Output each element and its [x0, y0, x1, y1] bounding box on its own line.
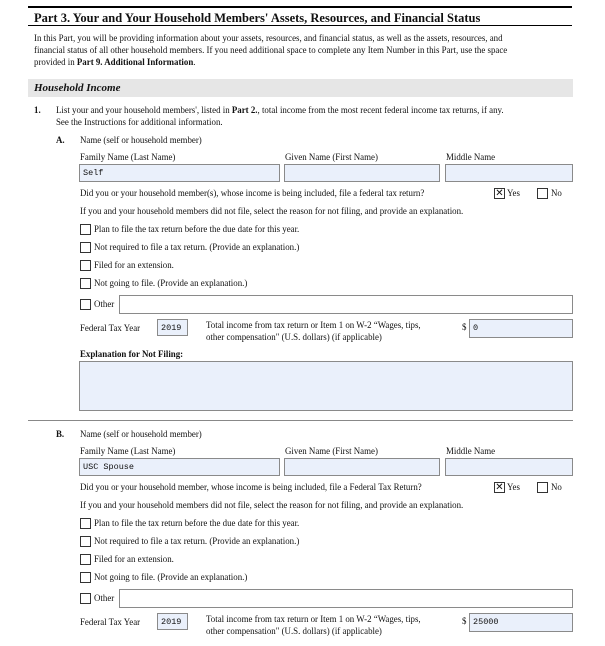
- member-b-name-label: Name (self or household member): [80, 429, 202, 439]
- intro-line-3: provided in Part 9. Additional Information.: [34, 57, 196, 67]
- dollar-sign: $: [462, 616, 467, 626]
- member-a-explanation-field[interactable]: [79, 361, 573, 411]
- member-a-letter: A.: [56, 135, 65, 145]
- reason-not-required-label: Not required to file a tax return. (Provide an explanation.): [94, 242, 300, 252]
- reason-not-required-label: Not required to file a tax return. (Provide an explanation.): [94, 536, 300, 546]
- member-b-reason-other-checkbox[interactable]: [80, 593, 91, 604]
- reason-extension-label: Filed for an extension.: [94, 554, 174, 564]
- family-name-label: Family Name (Last Name): [80, 446, 176, 456]
- member-b-reason-extension-checkbox[interactable]: [80, 554, 91, 565]
- member-b-middle-name-field[interactable]: [445, 458, 573, 476]
- not-filed-prompt: If you and your household members did not file, select the reason for not filing, and provide an explanation.: [80, 206, 464, 216]
- part-title: Part 3. Your and Your Household Members' Assets, Resources, and Financial Status: [28, 6, 572, 26]
- middle-name-label: Middle Name: [446, 152, 496, 162]
- member-a-filed-question: Did you or your household member(s), whose income is being included, file a federal tax return?: [80, 188, 425, 198]
- reason-plan-label: Plan to file the tax return before the due date for this year.: [94, 518, 300, 528]
- intro-line-2: financial status of all other household members. If you need additional space to complete any Item Number in this Part, use the space: [34, 45, 508, 55]
- dollar-sign: $: [462, 322, 467, 332]
- yes-label: Yes: [507, 482, 520, 492]
- no-label: No: [551, 482, 562, 492]
- income-label-line1: Total income from tax return or Item 1 on W-2 “Wages, tips,: [206, 320, 421, 330]
- member-a-income-field[interactable]: 0: [469, 319, 573, 338]
- reason-extension-label: Filed for an extension.: [94, 260, 174, 270]
- member-b-reason-not-required-checkbox[interactable]: [80, 536, 91, 547]
- member-b-filed-question: Did you or your household member, whose income is being included, file a Federal Tax Return?: [80, 482, 422, 492]
- middle-name-label: Middle Name: [446, 446, 496, 456]
- reason-not-going-label: Not going to file. (Provide an explanation.): [94, 278, 248, 288]
- income-label-line1: Total income from tax return or Item 1 on W-2 “Wages, tips,: [206, 614, 421, 624]
- explanation-label: Explanation for Not Filing:: [80, 349, 184, 359]
- member-a-filed-yes-checkbox[interactable]: [494, 188, 505, 199]
- member-b-reason-plan-checkbox[interactable]: [80, 518, 91, 529]
- member-b-other-field[interactable]: [119, 589, 573, 608]
- yes-label: Yes: [507, 188, 520, 198]
- given-name-label: Given Name (First Name): [285, 152, 378, 162]
- member-b-reason-not-going-checkbox[interactable]: [80, 572, 91, 583]
- member-a-reason-not-going-checkbox[interactable]: [80, 278, 91, 289]
- member-b-filed-no-checkbox[interactable]: [537, 482, 548, 493]
- member-b-letter: B.: [56, 429, 65, 439]
- intro-line-1: In this Part, you will be providing information about your assets, resources, and financial status, as well as the assets, resources, and: [34, 33, 503, 43]
- member-divider: [28, 420, 573, 421]
- not-filed-prompt: If you and your household members did not file, select the reason for not filing, and provide an explanation.: [80, 500, 464, 510]
- member-a-family-name-field[interactable]: Self: [79, 164, 280, 182]
- member-a-reason-other-checkbox[interactable]: [80, 299, 91, 310]
- member-b-family-name-field[interactable]: USC Spouse: [79, 458, 280, 476]
- member-a-filed-no-checkbox[interactable]: [537, 188, 548, 199]
- reason-not-going-label: Not going to file. (Provide an explanation.): [94, 572, 248, 582]
- tax-year-label: Federal Tax Year: [80, 617, 141, 627]
- given-name-label: Given Name (First Name): [285, 446, 378, 456]
- section-household-income: Household Income: [28, 79, 573, 97]
- item-1-text: List your and your household members', listed in Part 2., total income from the most recent federal income tax returns, if any.: [56, 105, 504, 115]
- checkmark-icon: ✕: [495, 188, 504, 199]
- income-label-line2: other compensation" (U.S. dollars) (if applicable): [206, 332, 382, 342]
- member-b-tax-year-field[interactable]: 2019: [157, 613, 188, 630]
- member-a-tax-year-field[interactable]: 2019: [157, 319, 188, 336]
- checkmark-icon: ✕: [495, 482, 504, 493]
- item-number: 1.: [34, 105, 41, 115]
- intro-text: [34, 32, 574, 68]
- family-name-label: Family Name (Last Name): [80, 152, 176, 162]
- member-b-filed-yes-checkbox[interactable]: [494, 482, 505, 493]
- item-1-text-line2: See the Instructions for additional information.: [56, 117, 223, 127]
- reason-other-label: Other: [94, 593, 115, 603]
- reason-other-label: Other: [94, 299, 115, 309]
- member-a-given-name-field[interactable]: [284, 164, 440, 182]
- member-a-reason-not-required-checkbox[interactable]: [80, 242, 91, 253]
- reason-plan-label: Plan to file the tax return before the due date for this year.: [94, 224, 300, 234]
- tax-year-label: Federal Tax Year: [80, 323, 141, 333]
- member-a-reason-extension-checkbox[interactable]: [80, 260, 91, 271]
- member-b-income-field[interactable]: 25000: [469, 613, 573, 632]
- member-a-other-field[interactable]: [119, 295, 573, 314]
- member-a-middle-name-field[interactable]: [445, 164, 573, 182]
- member-b-given-name-field[interactable]: [284, 458, 440, 476]
- member-a-reason-plan-checkbox[interactable]: [80, 224, 91, 235]
- income-label-line2: other compensation" (U.S. dollars) (if applicable): [206, 626, 382, 636]
- member-a-name-label: Name (self or household member): [80, 135, 202, 145]
- no-label: No: [551, 188, 562, 198]
